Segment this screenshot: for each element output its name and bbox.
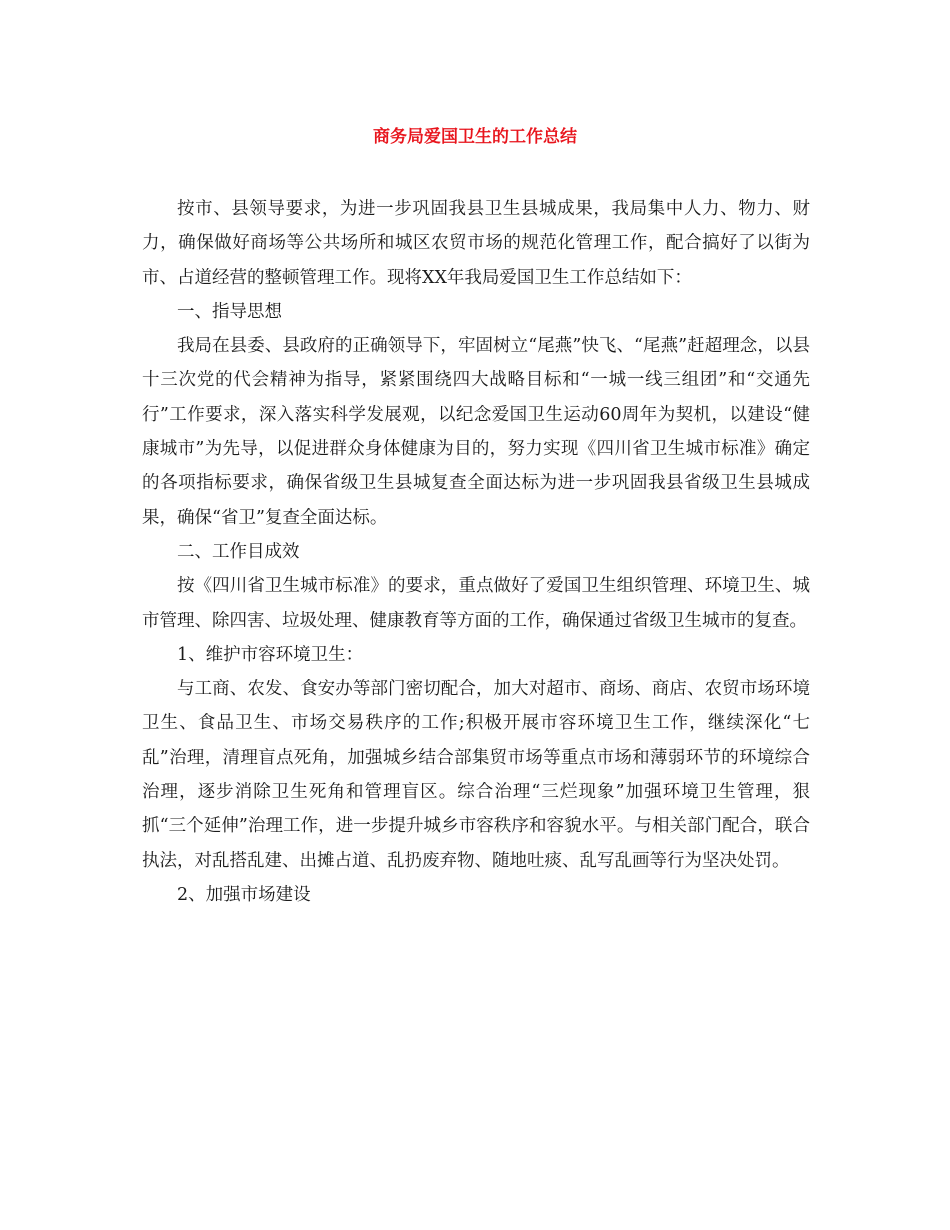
section-heading-work-results: 二、工作目成效 bbox=[177, 541, 300, 562]
subsection-heading-market: 2、加强市场建设 bbox=[177, 884, 311, 905]
paragraph-guiding-ideology: 我局在县委、县政府的正确领导下，牢固树立“尾燕”快飞、“尾燕”赶超理念，以县十三次党的代会精神为指导，紧紧围绕四大战略目标和“一城一线三组团”和“交通先行”工作要求，深入落实科学发展观，以纪念爱国卫生运动60周年为契机，以建设“健康城市”为先导，以促进群众身体健康为目的，努力实现《四川省卫生城市标准》确定的各项指标要求，确保省级卫生县城复查全面达标为进一步巩固我县省级卫生县城成果，确保“省卫”复查全面达标。 bbox=[142, 336, 810, 528]
paragraph-environment: 与工商、农发、食安办等部门密切配合，加大对超市、商场、商店、农贸市场环境卫生、食品卫生、市场交易秩序的工作;积极开展市容环境卫生工作，继续深化“七乱”治理，清理盲点死角，加强城乡结合部集贸市场等重点市场和薄弱环节的环境综合治理，逐步消除卫生死角和管理盲区。综合治理“三烂现象”加强环境卫生管理，狠抓“三个延伸”治理工作，进一步提升城乡市容秩序和容貌水平。与相关部门配合，联合执法，对乱搭乱建、出摊占道、乱扔废弃物、随地吐痰、乱写乱画等行为坚决处罚。 bbox=[142, 679, 810, 871]
document-title: 商务局爱国卫生的工作总结 bbox=[373, 127, 577, 147]
paragraph-intro: 按市、县领导要求，为进一步巩固我县卫生县城成果，我局集中人力、物力、财力，确保做好商场等公共场所和城区农贸市场的规范化管理工作，配合搞好了以街为市、占道经营的整顿管理工作。现将XX年我局爱国卫生工作总结如下： bbox=[142, 199, 810, 288]
section-heading-guiding-ideology: 一、指导思想 bbox=[177, 301, 282, 322]
subsection-heading-environment: 1、维护市容环境卫生： bbox=[177, 644, 364, 665]
document-body bbox=[142, 192, 810, 912]
paragraph-work-results: 按《四川省卫生城市标准》的要求，重点做好了爱国卫生组织管理、环境卫生、城市管理、除四害、垃圾处理、健康教育等方面的工作，确保通过省级卫生城市的复查。 bbox=[142, 576, 810, 631]
